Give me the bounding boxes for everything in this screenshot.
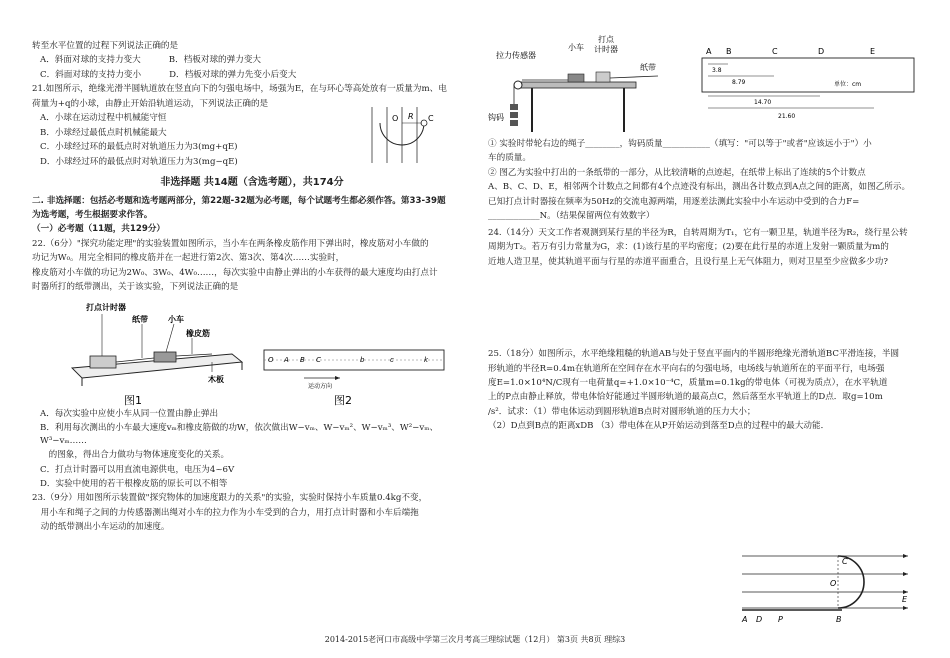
q22-option-d: D．实验中使用的若干根橡皮筋的原长可以不相等 <box>40 479 228 490</box>
fig23-tape-label: 纸带 <box>640 63 656 72</box>
right-column <box>488 28 924 624</box>
fig22-car-label: 小车 <box>168 314 184 324</box>
ruler-pt-a: A <box>706 47 712 56</box>
ruler-d3: 14.70 <box>754 99 772 106</box>
q23-cont-line6: ____________N。（结果保留两位有效数字） <box>488 211 655 222</box>
q22-figure2 <box>260 296 450 408</box>
q23-line1: 23.（9分）用如图所示装置做"探究物体的加速度跟力的关系"的实验，实验时保持小车质量0.4kg不变， <box>32 493 428 504</box>
q21-line1: 21.如图所示，绝缘光滑半圆轨道放在竖直向下的匀强电场中，场强为E，在与环心等高处放有一质量为m、电 <box>32 84 447 95</box>
fig23-car-label: 小车 <box>568 43 584 52</box>
answer-space <box>488 270 924 348</box>
fig25-label-d: D <box>756 615 763 624</box>
q20-option-d: D．档板对球的弹力先变小后变大 <box>169 69 297 80</box>
q25-line1: 25.（18分）如图所示，水平绝缘粗糙的轨道AB与处于竖直平面内的半圆形绝缘光滑轨道BC平滑连接，半圆 <box>488 349 900 360</box>
q22-figure1 <box>62 296 252 408</box>
fig23-timer-label: 打点 <box>598 35 614 44</box>
q23-cont-line3: ② 图乙为实验中打出的一条纸带的一部分，从比较清晰的点迹起，在纸带上标出了连续的5个计数点 <box>488 167 866 178</box>
ruler-d2: 8.79 <box>732 79 746 86</box>
q20-options-row2 <box>40 69 472 81</box>
q21-option-b: B．小球经过最低点时机械能最大 <box>40 127 167 138</box>
page-footer: 2014-2015老河口市高级中学第三次月考高三理综试题（12月） 第3页 共8页 理综3 <box>324 635 626 644</box>
ruler-d1: 3.8 <box>712 67 722 74</box>
fig22-band-label: 橡皮筋 <box>186 328 210 338</box>
q24-line3: 近地人造卫星，使其轨道平面与行星的赤道平面重合，且设行星上无气体阻力，则对卫星至少应做多少功? <box>488 256 888 267</box>
fig25-label-c: C <box>842 557 848 566</box>
fig22-2-pt-c2: c <box>390 355 394 364</box>
q24-line2: 周期为T₂。若万有引力常量为G，求：(1)该行星的平均密度；(2)要在此行星的赤道上发射一颗质量为m的 <box>488 242 889 253</box>
q20-continuation: 转至水平位置的过程下列说法正确的是 <box>32 41 179 51</box>
fig22-2-pt-k: k <box>424 355 429 364</box>
q21-block <box>32 83 472 168</box>
ruler-unit: 单位：cm <box>834 81 862 88</box>
q22-option-b: B．利用每次测出的小车最大速度vₘ和橡皮筋做的功W，依次做出W−vₘ、W−vₘ²、W−vₘ³、W²−vₘ、W³−vₘ…… <box>40 423 439 446</box>
fig23-weight-label: 钩码 <box>488 113 504 122</box>
q25-line2: 形轨道的半径R=0.4m在轨道所在空间存在水平向右的匀强电场，电场线与轨道所在的平面平行，电场强 <box>488 363 885 374</box>
q20-options-row1 <box>40 54 472 66</box>
fig22-tape-label: 纸带 <box>132 314 148 324</box>
ruler-d4: 21.60 <box>778 113 796 120</box>
q23-figures <box>488 28 924 138</box>
q23-cont-line4: A、B、C、D、E，相邻两个计数点之间都有4个点迹没有标出，测出各计数点到A点之间的距离，如图乙所示。 <box>488 182 911 193</box>
fig22-2-pt-c: C <box>316 355 321 364</box>
ruler-pt-d: D <box>818 47 825 56</box>
fig22-2-direction: 运动方向 <box>308 382 333 390</box>
q22-option-a: A．每次实验中应使小车从同一位置由静止弹出 <box>40 408 219 419</box>
q23-apparatus-figure <box>488 28 688 138</box>
q25-figure <box>738 550 918 628</box>
fig21-label-c: C <box>428 114 434 124</box>
fig22-2-pt-b2: b <box>360 355 365 364</box>
q22-figures <box>32 296 472 408</box>
fig21-label-r: R <box>408 112 414 122</box>
q20-option-b: B．档板对球的弹力变大 <box>168 55 262 66</box>
ruler-pt-b: B <box>726 47 732 56</box>
fig22-board-label: 木板 <box>208 374 224 384</box>
ruler-pt-c: C <box>772 47 778 56</box>
fig22-2-pt-a: A <box>284 355 289 364</box>
q22-line1: 22.（6分）"探究功能定理"的实验装置如图所示，当小车在两条橡皮筋作用下弹出时，橡皮筋对小车做的 <box>32 238 429 249</box>
q25-line3: 度E=1.0×10⁴N/C现有一电荷量q=+1.0×10⁻⁴C，质量m=0.1kg的带电体（可视为质点），在水平轨道 <box>488 377 888 388</box>
q21-option-c: C．小球经过环的最低点时对轨道压力为3(mg+qE) <box>40 142 238 153</box>
q25-line4: 上的P点由静止释放，带电体恰好能通过半圆形轨道的最高点C，然后落至水平轨道上的D点．取g=10m <box>488 392 883 403</box>
fig22-caption2: 图2 <box>334 393 352 407</box>
fig22-caption1: 图1 <box>124 393 142 407</box>
q23-ruler-figure <box>698 42 918 152</box>
q22-line2: 功记为W₀。用完全相同的橡皮筋并在一起进行第2次、第3次、第4次……实验时， <box>32 253 345 264</box>
q24-line1: 24.（14分）天文工作者观测到某行星的半径为R，自转周期为T₁，它有一颗卫星，轨道半径为R₂，绕行星公转 <box>488 227 908 238</box>
fig22-2-pt-b: B <box>300 355 305 364</box>
q25-line6: （2）D点到B点的距离xDB （3）带电体在从P开始运动到落至D点的过程中的最大动能． <box>488 421 830 432</box>
q23-cont-line2: 车的质量。 <box>488 153 531 164</box>
fig25-label-p: P <box>778 615 783 624</box>
q23-cont-line1: ① 实验时带轮右边的绳子________，钩码质量___________（填写："可以等于"或者"应该远小于"）小 <box>488 139 872 149</box>
ruler-pt-e: E <box>870 47 876 56</box>
q21-figure <box>362 105 442 165</box>
fig25-label-e: E <box>902 595 908 604</box>
fig23-sensor-label: 拉力传感器 <box>496 51 536 60</box>
fig21-label-o: O <box>392 114 399 124</box>
q21-line2: 荷量为+q的小球，由静止开始沿轨道运动，下列说法正确的是 <box>32 98 269 109</box>
q21-option-a: A．小球在运动过程中机械能守恒 <box>40 113 167 124</box>
q21-option-d: D．小球经过环的最低点时对轨道压力为3(mg−qE) <box>40 156 238 167</box>
left-column <box>32 40 472 536</box>
fig22-timer-label: 打点计时器 <box>86 302 126 312</box>
fig23-timer-label2: 计时器 <box>594 45 618 54</box>
section2-sub: （一）必考题（11题，共129分） <box>32 224 166 235</box>
q22-option-c: C．打点计时器可以用直流电源供电，电压为4~6V <box>40 464 235 475</box>
q22-line4: 时器所打的纸带测出，关于该实验，下列说法正确的是 <box>32 282 239 293</box>
q23-line2: 用小车和绳子之间的力传感器测出绳对小车的拉力作为小车受到的合力，用打点计时器和小车后端拖 <box>40 507 419 518</box>
fig25-label-b: B <box>836 615 842 624</box>
fig22-2-pt-o: O <box>268 355 274 364</box>
q25-line5: /s²．试求：（1）带电体运动到圆形轨道B点时对圆形轨道的压力大小； <box>488 406 756 417</box>
q22-option-b-cont: 的图象，得出合力做功与物体速度变化的关系。 <box>48 450 230 461</box>
section2-line1: 二. 非选择题：包括必考题和选考题两部分，第22题-32题为必考题，每个试题考生都必须作答。第33-39题 <box>32 195 446 206</box>
section-title: 非选择题 共14题（含选考题），共174分 <box>160 177 344 189</box>
fig25-label-o: O <box>830 579 837 588</box>
q20-option-c: C．斜面对球的支持力变小 <box>40 69 142 80</box>
q20-option-a: A．斜面对球的支持力变大 <box>40 55 141 66</box>
q23-cont-line5: 已知打点计时器接在频率为50Hz的交流电源两端，用逐差法测此实验中小车运动中受到的合力F= <box>488 196 860 207</box>
q22-line3: 橡皮筋对小车做的功记为2W₀、3W₀、4W₀……，每次实验中由静止弹出的小车获得的最大速度均由打点计 <box>32 267 438 278</box>
fig25-label-a: A <box>742 615 748 624</box>
q23-line3: 动的纸带测出小车运动的加速度。 <box>40 522 170 533</box>
section2-line2: 为选考题，考生根据要求作答。 <box>32 210 153 221</box>
